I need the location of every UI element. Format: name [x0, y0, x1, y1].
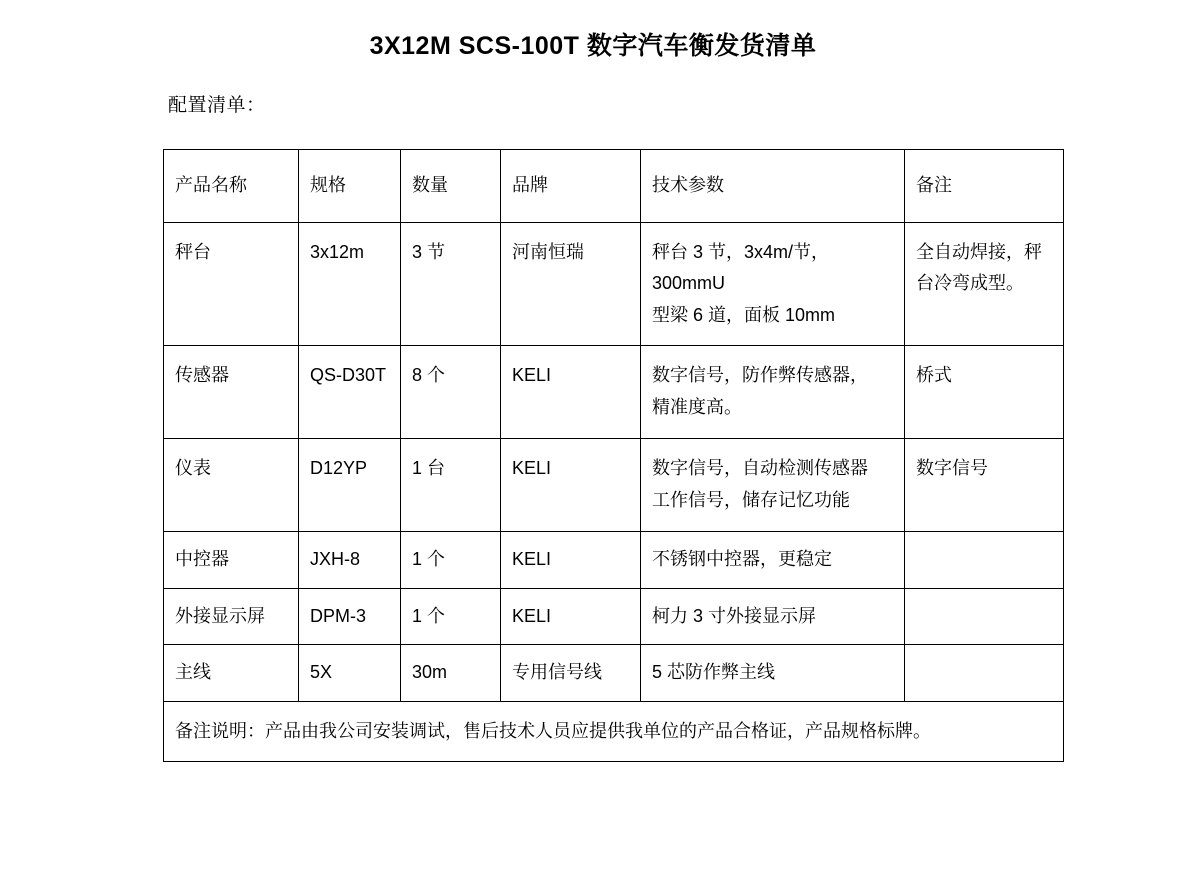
cell-name: 传感器: [164, 346, 299, 439]
cell-remark: [905, 439, 1064, 532]
table-header-row: [164, 150, 1064, 223]
spec-table: [163, 149, 1064, 762]
cell-spec: QS-D30T: [299, 346, 401, 439]
cell-remark: [905, 532, 1064, 589]
cell-params-line1: 数字信号，防作弊传感器，: [652, 365, 868, 385]
table-row: [164, 346, 1064, 439]
cell-params: 柯力 3 寸外接显示屏: [641, 588, 905, 645]
table-row: [164, 532, 1064, 589]
cell-spec: JXH-8: [299, 532, 401, 589]
cell-brand: 专用信号线: [501, 645, 641, 702]
header-cell-name: 产品名称: [164, 150, 299, 223]
page-title: 3X12M SCS-100T 数字汽车衡发货清单: [369, 32, 817, 60]
table-footer-row: [164, 701, 1064, 762]
cell-params: [641, 439, 905, 532]
table-row: [164, 222, 1064, 346]
header-cell-remark: 备注: [905, 150, 1064, 223]
cell-brand: KELI: [501, 346, 641, 439]
cell-qty: 1 台: [401, 439, 501, 532]
cell-params-line1: 秤台 3 节，3x4m/节，300mmU: [652, 241, 830, 293]
cell-params: 5 芯防作弊主线: [641, 645, 905, 702]
cell-params-line1: 数字信号，自动检测传感器: [652, 458, 868, 478]
cell-params: 不锈钢中控器，更稳定: [641, 532, 905, 589]
header-cell-spec: 规格: [299, 150, 401, 223]
cell-params-line2: 精准度高。: [652, 396, 742, 417]
cell-brand: KELI: [501, 532, 641, 589]
cell-spec: 5X: [299, 645, 401, 702]
cell-remark-line1: 全自动焊接，秤: [916, 241, 1042, 262]
cell-brand: KELI: [501, 588, 641, 645]
cell-qty: 8 个: [401, 346, 501, 439]
header-cell-params: 技术参数: [641, 150, 905, 223]
cell-remark-line1: 数字信号: [916, 458, 988, 478]
cell-remark: [905, 222, 1064, 346]
cell-params: [641, 222, 905, 346]
cell-name: 中控器: [164, 532, 299, 589]
cell-spec: 3x12m: [299, 222, 401, 346]
cell-qty: 30m: [401, 645, 501, 702]
table-row: [164, 645, 1064, 702]
cell-name: 秤台: [164, 222, 299, 346]
cell-spec: D12YP: [299, 439, 401, 532]
cell-brand: KELI: [501, 439, 641, 532]
cell-name: 主线: [164, 645, 299, 702]
cell-name: 仪表: [164, 439, 299, 532]
cell-remark: [905, 645, 1064, 702]
cell-brand: 河南恒瑞: [501, 222, 641, 346]
cell-qty: 1 个: [401, 532, 501, 589]
cell-params-line2: 工作信号，储存记忆功能: [652, 489, 850, 510]
spec-table-container: [163, 149, 1063, 762]
cell-remark-line1: 桥式: [916, 365, 952, 385]
cell-remark-line2: 台冷弯成型。: [916, 273, 1024, 293]
cell-spec: DPM-3: [299, 588, 401, 645]
cell-params-line2: 型梁 6 道，面板 10mm: [652, 304, 836, 325]
header-cell-qty: 数量: [401, 150, 501, 223]
cell-remark: [905, 346, 1064, 439]
cell-params: [641, 346, 905, 439]
cell-qty: 3 节: [401, 222, 501, 346]
table-row: [164, 588, 1064, 645]
footer-note: 备注说明：产品由我公司安装调试，售后技术人员应提供我单位的产品合格证，产品规格标牌。: [164, 701, 1064, 762]
header-cell-brand: 品牌: [501, 150, 641, 223]
document-page: [0, 26, 1186, 892]
cell-remark: [905, 588, 1064, 645]
cell-qty: 1 个: [401, 588, 501, 645]
table-row: [164, 439, 1064, 532]
config-list-label: 配置清单：: [168, 95, 266, 116]
cell-name: 外接显示屏: [164, 588, 299, 645]
